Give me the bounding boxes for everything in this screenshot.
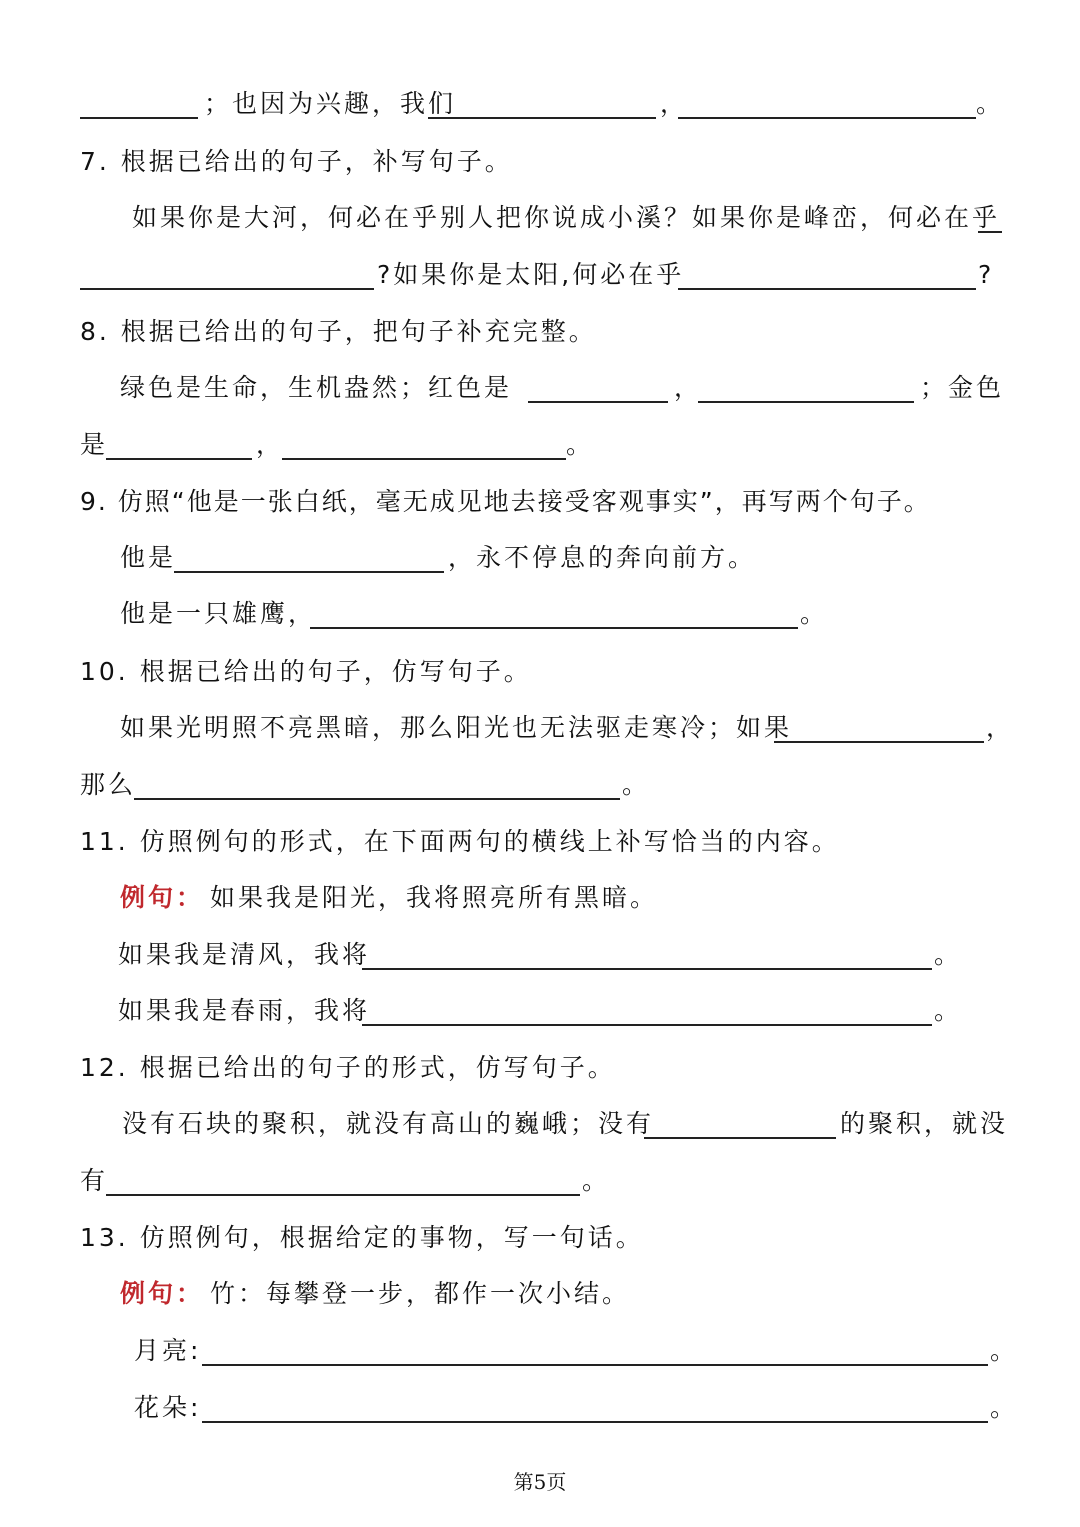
blank[interactable] <box>310 627 798 629</box>
text: 。 <box>934 996 963 1025</box>
blank[interactable] <box>174 571 444 573</box>
text: 如果我是阳光，我将照亮所有黑暗。 <box>210 883 659 912</box>
text: 。 <box>800 599 829 628</box>
text: 月亮: <box>134 1336 202 1365</box>
text: 。 <box>976 89 1005 118</box>
blank[interactable] <box>978 231 1002 233</box>
title-text: 12. 根据已给出的句子的形式，仿写句子。 <box>80 1053 616 1082</box>
question-8-line2 <box>0 425 1080 465</box>
blank[interactable] <box>644 1137 836 1139</box>
text: 。 <box>622 770 651 799</box>
example-label: 例句： <box>120 1279 205 1308</box>
blank[interactable] <box>134 798 620 800</box>
line-continuation <box>0 84 1080 124</box>
blank[interactable] <box>528 401 668 403</box>
question-9-line1 <box>0 538 1080 578</box>
question-13-line1 <box>0 1331 1080 1371</box>
question-13-title <box>0 1218 1080 1258</box>
text: 。 <box>990 1336 1019 1365</box>
question-10-line2 <box>0 765 1080 805</box>
text: 如果你是大河，何必在乎别人把你说成小溪？如果你是峰峦，何必在乎 <box>132 203 1001 232</box>
question-8-line1 <box>0 368 1080 408</box>
blank[interactable] <box>678 117 976 119</box>
text: ，永不停息的奔向前方。 <box>448 543 757 572</box>
text: 竹：每攀登一步，都作一次小结。 <box>210 1279 631 1308</box>
text: 的聚积，就没 <box>840 1109 1009 1138</box>
question-7-title <box>0 142 1080 182</box>
text: 花朵: <box>134 1393 202 1422</box>
text: ? <box>978 260 995 289</box>
question-11-line2 <box>0 991 1080 1031</box>
question-7-line2 <box>0 255 1080 295</box>
question-11-example <box>0 878 1080 918</box>
question-12-line2 <box>0 1161 1080 1201</box>
text: 如果光明照不亮黑暗，那么阳光也无法驱走寒冷；如果 <box>120 713 793 742</box>
text: 那么 <box>80 770 137 799</box>
blank[interactable] <box>202 1364 988 1366</box>
blank[interactable] <box>106 458 252 460</box>
blank[interactable] <box>106 1194 580 1196</box>
text: 是 <box>80 430 109 459</box>
blank[interactable] <box>282 458 566 460</box>
blank[interactable] <box>678 288 976 290</box>
blank[interactable] <box>362 1024 932 1026</box>
example-label: 例句： <box>120 883 205 912</box>
title-text: 8. 根据已给出的句子，把句子补充完整。 <box>80 317 597 346</box>
text: 。 <box>990 1393 1019 1422</box>
question-10-title <box>0 652 1080 692</box>
text: 他是一只雄鹰， <box>120 599 317 628</box>
title-text: 11. 仿照例句的形式，在下面两句的横线上补写恰当的内容。 <box>80 827 840 856</box>
page-number: 第5页 <box>513 1470 567 1494</box>
blank[interactable] <box>80 117 198 119</box>
question-13-example <box>0 1274 1080 1314</box>
question-11-title <box>0 822 1080 862</box>
blank[interactable] <box>698 401 914 403</box>
text: 他是 <box>120 543 177 572</box>
blank[interactable] <box>428 117 656 119</box>
text: 如果我是春雨，我将 <box>118 996 371 1025</box>
question-9-title <box>0 482 1080 522</box>
text: 。 <box>934 940 963 969</box>
title-text: 7. 根据已给出的句子，补写句子。 <box>80 147 513 176</box>
question-9-line2 <box>0 594 1080 634</box>
text: ， <box>660 89 689 118</box>
blank[interactable] <box>774 741 984 743</box>
text: 绿色是生命，生机盎然；红色是 <box>120 373 513 402</box>
title-text: 9. 仿照“他是一张白纸，毫无成见地去接受客观事实”，再写两个句子。 <box>80 487 931 516</box>
text: 。 <box>566 430 595 459</box>
blank[interactable] <box>362 968 932 970</box>
title-text: 13. 仿照例句，根据给定的事物，写一句话。 <box>80 1223 644 1252</box>
text: ， <box>986 713 1015 742</box>
question-10-line1 <box>0 708 1080 748</box>
text: ；也因为兴趣，我们 <box>204 89 457 118</box>
text: 有 <box>80 1166 109 1195</box>
text: 如果我是清风，我将 <box>118 940 371 969</box>
question-12-title <box>0 1048 1080 1088</box>
text: 没有石块的聚积，就没有高山的巍峨；没有 <box>122 1109 655 1138</box>
question-8-title <box>0 312 1080 352</box>
question-11-line1 <box>0 935 1080 975</box>
text: ， <box>256 430 285 459</box>
question-7-line1 <box>0 198 1080 238</box>
text: ， <box>674 373 703 402</box>
title-text: 10. 根据已给出的句子，仿写句子。 <box>80 657 532 686</box>
question-13-line2 <box>0 1388 1080 1428</box>
text: ；金色 <box>920 373 1005 402</box>
text: 。 <box>582 1166 611 1195</box>
blank[interactable] <box>80 288 374 290</box>
question-12-line1 <box>0 1104 1080 1144</box>
text: ?如果你是太阳,何必在乎 <box>377 260 685 289</box>
blank[interactable] <box>202 1421 988 1423</box>
